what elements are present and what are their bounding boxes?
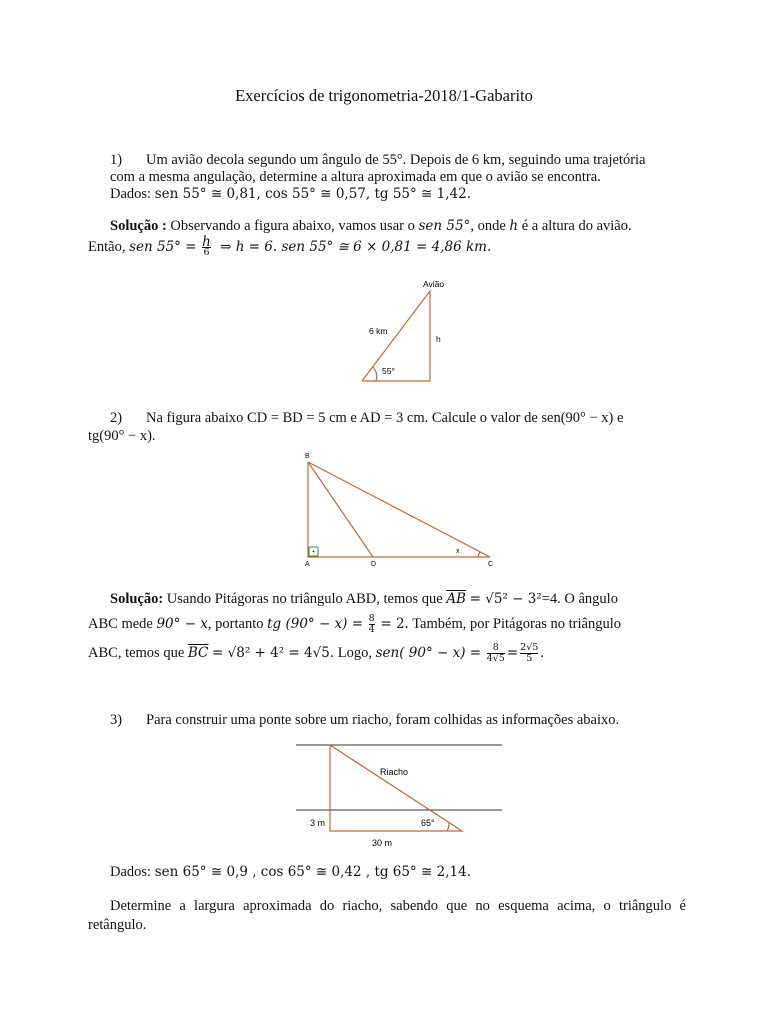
q1-solution-eq: sen 55° = <box>129 238 197 255</box>
q2-segment-bc: $\overline{BC}$ <box>187 644 209 661</box>
q3-label-30m: 30 m <box>372 838 393 848</box>
q3-dados-values: sen 65° ≅ 0,9 , cos 65° ≅ 0,42 , tg 65° ≅ 2,14. <box>154 864 471 880</box>
q2-solution-portanto: , portanto <box>207 615 264 632</box>
q3-number: 3) <box>110 712 123 728</box>
q1-label-aviao: Avião <box>423 279 445 289</box>
q2-eq-ab: = √5² − 3² <box>469 591 542 607</box>
q2-solution-mede: ABC mede <box>88 615 153 632</box>
q1-solution-text-c: é a altura do avião. <box>521 218 632 234</box>
q2-label-b: B <box>305 453 310 460</box>
q3-determine-line-2: retângulo. <box>88 917 147 933</box>
q1-label-angle: 55° <box>382 366 395 376</box>
q1-fraction-num: h <box>202 234 211 250</box>
q2-solution-tambem: Também, por Pitágoras no triângulo <box>412 615 621 632</box>
q1-line-2: com a mesma angulação, determine a altura aproximada em que o avião se encontra. <box>110 169 601 185</box>
q2-text-1: Na figura abaixo CD = BD = 5 cm e AD = 3 cm. Calcule o valor de sen(90° − x) e <box>146 410 624 426</box>
q2-sen-expr: sen( 90° − x) = <box>375 644 482 661</box>
q1-text-1: Um avião decola segundo um ângulo de 55°. Depois de 6 km, seguindo uma trajetória <box>146 152 646 168</box>
q2-segment-ab: $\overline{AB}$ <box>446 591 466 607</box>
q2-number: 2) <box>110 410 123 426</box>
q3-label-riacho: Riacho <box>380 767 409 777</box>
q1-solution-label: Solução : <box>110 218 167 234</box>
q2-period: . <box>540 644 544 661</box>
q2-fraction-1-den: 4 <box>368 624 375 635</box>
q1-label-h: h <box>436 334 441 344</box>
q1-solution-h: h <box>509 218 519 234</box>
q3-dados <box>110 864 471 881</box>
q1-solution-text-b: , onde <box>470 218 506 234</box>
q2-solution-abc: ABC, temos que <box>88 644 185 661</box>
q2-solution-label: Solução: <box>110 591 164 607</box>
q2-tg-result: = 2. <box>380 615 409 632</box>
q1-solution-sen: sen 55° <box>418 218 471 234</box>
q3-angle-arc <box>447 823 449 831</box>
q2-angle-expr: 90° − x <box>156 615 208 632</box>
q2-solution-text-b: =4. O ângulo <box>541 591 618 607</box>
page-title: Exercícios de trigonometria-2018/1-Gabarito <box>235 86 533 105</box>
q1-dados-label: Dados: <box>110 186 152 202</box>
q2-solution-logo: Logo, <box>337 644 372 661</box>
q2-fraction-2-num: 8 <box>492 642 499 653</box>
q1-solution-then: Então, <box>88 238 126 255</box>
q1-dados-values: sen 55° ≅ 0,81, cos 55° ≅ 0,57, tg 55° ≅ 1,42. <box>154 186 471 202</box>
q3-text-1: Para construir uma ponte sobre um riacho, foram colhidas as informações abaixo. <box>146 712 620 728</box>
q3-dados-label: Dados: <box>110 864 152 880</box>
q2-line-2: tg(90° − x). <box>88 428 156 444</box>
q1-solution-result: ⇒ h = 6. sen 55° ≅ 6 × 0,81 = 4,86 km. <box>220 238 492 255</box>
q2-label-c: C <box>488 561 494 568</box>
q1-fraction-den: 6 <box>203 247 210 258</box>
q2-label-x: x <box>456 548 460 555</box>
q1-label-hyp: 6 km <box>369 326 388 336</box>
q1-number: 1) <box>110 152 123 168</box>
q2-fraction-3-den: 5 <box>520 653 538 664</box>
q2-solution-text-a: Usando Pitágoras no triângulo ABD, temos que <box>166 591 443 607</box>
q2-label-d: D <box>371 561 377 568</box>
q2-tg-expr: tg (90° − x) = <box>267 615 364 632</box>
q2-eq-bc: = √8² + 4² = 4√5. <box>212 644 335 661</box>
q2-equals: = <box>506 644 519 661</box>
q2-fraction-2-den: 4√5 <box>486 653 505 664</box>
q3-label-angle: 65° <box>421 818 435 828</box>
q3-determine-line-1: Determine a largura aproximada do riacho, sabendo que no esquema acima, o triângulo é <box>110 898 686 914</box>
q3-triangle <box>330 745 462 831</box>
q2-fraction-3-num: 2√5 <box>520 642 539 653</box>
q3-label-3m: 3 m <box>310 818 326 828</box>
q2-fraction-1-num: 8 <box>368 613 375 624</box>
q1-solution-text-a: Observando a figura abaixo, vamos usar o <box>170 218 415 234</box>
q2-label-a: A <box>305 561 310 568</box>
